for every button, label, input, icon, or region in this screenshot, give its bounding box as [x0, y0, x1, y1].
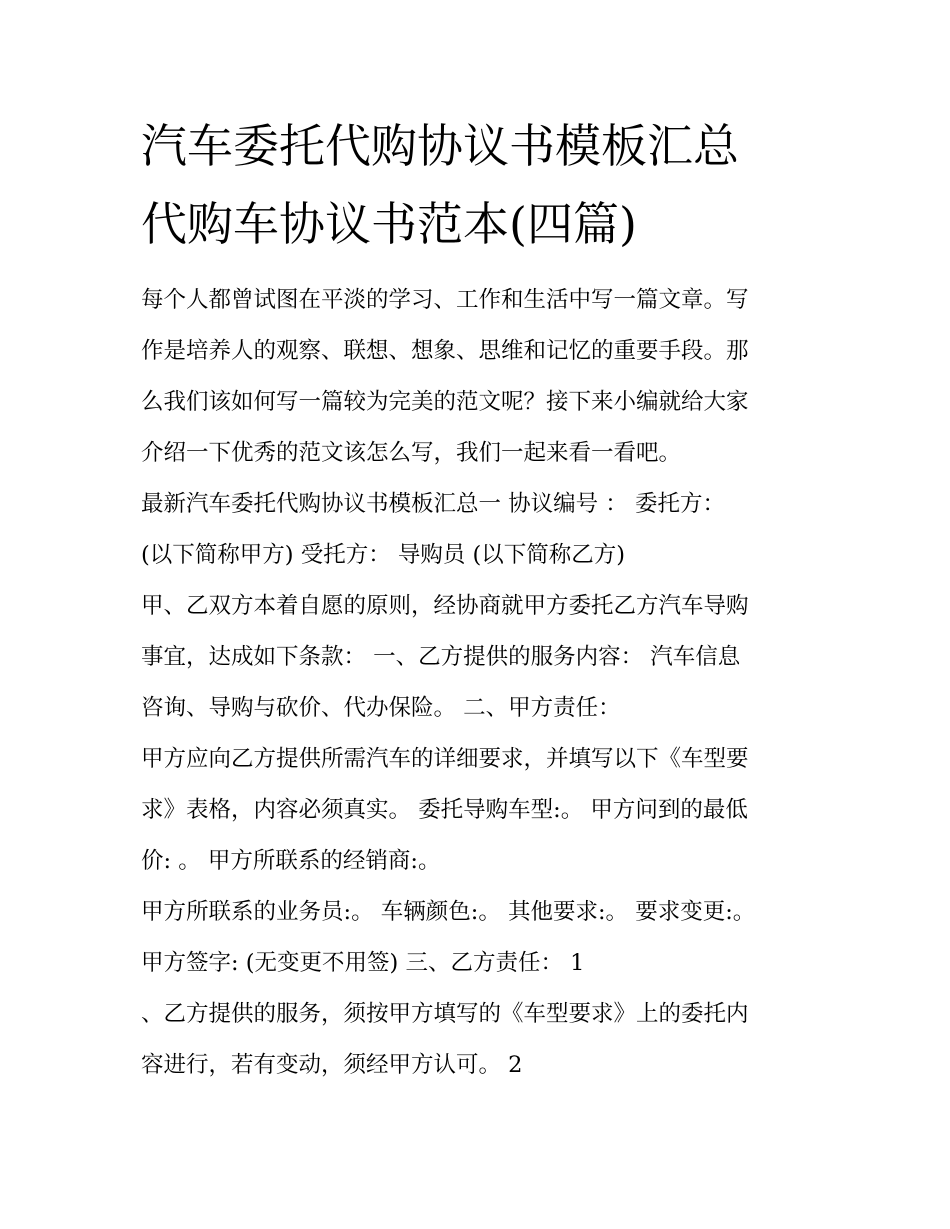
- document-title-line-2: 代购车协议书范本(四篇): [141, 197, 637, 251]
- body-line-11: 求》表格，内容必须真实。 委托导购车型:。 甲方问到的最低: [141, 797, 748, 823]
- document-title-line-1: 汽车委托代购协议书模板汇总: [141, 119, 739, 173]
- body-line-14: 甲方签字: (无变更不用签) 三、乙方责任： 1: [141, 950, 585, 976]
- body-line-4: 介绍一下优秀的范文该怎么写，我们一起来看一看吧。: [141, 440, 682, 466]
- body-line-3: 么我们该如何写一篇较为完美的范文呢？接下来小编就给大家: [141, 389, 749, 415]
- body-line-1: 每个人都曾试图在平淡的学习、工作和生活中写一篇文章。写: [141, 287, 749, 313]
- body-line-6: (以下简称甲方) 受托方： 导购员 (以下简称乙方): [141, 542, 626, 568]
- body-line-8: 事宜，达成如下条款： 一、乙方提供的服务内容： 汽车信息: [141, 644, 741, 670]
- body-line-10: 甲方应向乙方提供所需汽车的详细要求，并填写以下《车型要: [141, 746, 749, 772]
- body-line-2: 作是培养人的观察、联想、想象、思维和记忆的重要手段。那: [141, 338, 749, 364]
- body-line-7: 甲、乙双方本着自愿的原则，经协商就甲方委托乙方汽车导购: [141, 593, 749, 619]
- body-line-5: 最新汽车委托代购协议书模板汇总一 协议编号 ： 委托方：: [141, 491, 725, 517]
- body-line-15: 、乙方提供的服务，须按甲方填写的《车型要求》上的委托内: [141, 1001, 749, 1027]
- body-line-13: 甲方所联系的业务员:。 车辆颜色:。 其他要求:。 要求变更:。: [141, 899, 756, 925]
- body-line-16: 容进行，若有变动，须经甲方认可。 2: [141, 1052, 523, 1078]
- body-line-12: 价: 。 甲方所联系的经销商:。: [141, 848, 441, 874]
- body-line-9: 咨询、导购与砍价、代办保险。 二、甲方责任：: [141, 695, 621, 721]
